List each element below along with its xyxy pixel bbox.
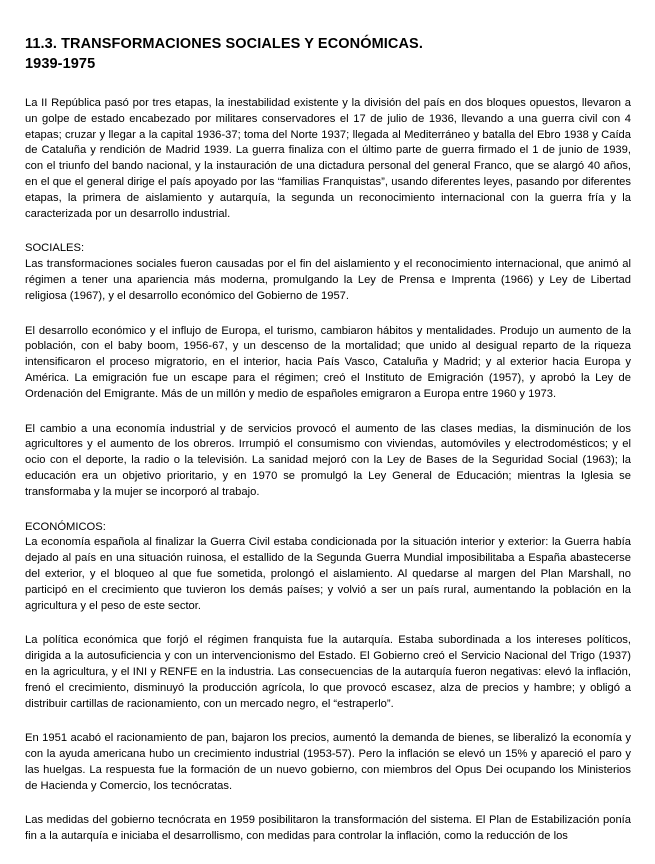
social-section (25, 241, 631, 304)
economic-paragraph-1: La economía española al finalizar la Guerra Civil estaba condicionada por la situación interior y exterior: la Guerra había dejado al país en una situación ruinosa, el estallido de la Segunda Guerra Mundial imposibilitaba a España abastecerse del exterior, y el bloqueo al que fue sometida, prolongó el aislamiento. Al quedarse al margen del Plan Marshall, no participó en el crecimiento que tuvieron los demás países; y volvió a ser un país rural, aumentando la población en la agricultura y el peso de este sector. (25, 536, 631, 612)
economic-heading: ECONÓMICOS: (25, 520, 106, 533)
social-paragraph-2: El desarrollo económico y el influjo de Europa, el turismo, cambiaron hábitos y mentalidades. Produjo un aumento de la población, con el baby boom, 1956-67, y un descenso de la mortalidad; que unido al desigual reparto de la riqueza intensificaron el proceso migratorio, en el interior, hacia País Vasco, Cataluña y Madrid; y al exterior hacia Europa y América. La emigración fue un escape para el régimen; creó el Instituto de Emigración (1957), y aprobó la Ley de Ordenación del Emigrante. Más de un millón y medio de españoles emigraron a Europa entre 1960 y 1973. (25, 324, 631, 400)
social-heading: SOCIALES: (25, 242, 85, 255)
page-title (25, 34, 631, 74)
title-line-1: 11.3. TRANSFORMACIONES SOCIALES Y ECONÓMICAS. (25, 36, 423, 52)
economic-paragraph-2: La política económica que forjó el régimen franquista fue la autarquía. Estaba subordinada a los intereses políticos, dirigida a la autosuficiencia y con un intervencionismo del Estado. El Gobierno creó el Servicio Nacional del Trigo (1937) en la agricultura, y el INI y RENFE en la industria. Las consecuencias de la autarquía fueron negativas: elevó la inflación, frenó el crecimiento, disminuyó la producción agrícola, lo que provocó escasez, alza de precios y hambre; y obligó a distribuir cartillas de racionamiento, con un mercado negro, el “estraperlo”. (25, 634, 631, 710)
economic-paragraph-3: En 1951 acabó el racionamiento de pan, bajaron los precios, aumentó la demanda de bienes, se liberalizó la economía y con la ayuda americana hubo un crecimiento industrial (1953-57). Pero la inflación se elevó un 15% y apareció el paro y las huelgas. La respuesta fue la formación de un nuevo gobierno, con miembros del Opus Dei ocupando los Ministerios de Hacienda y Comercio, los tecnócratas. (25, 732, 631, 792)
title-line-2: 1939-1975 (25, 56, 96, 72)
document-page (25, 34, 631, 864)
intro-paragraph: La II República pasó por tres etapas, la inestabilidad existente y la división del país en dos bloques opuestos, llevaron a un golpe de estado encabezado por militares conservadores el 17 de julio de 1936, llevando a una guerra civil con 4 etapas; cruzar y llegar a la capital 1936-37; toma del Norte 1937; llegada al Mediterráneo y batalla del Ebro 1938 y Caída de Cataluña y rendición de Madrid 1939. La guerra finaliza con el último parte de guerra firmado el 1 de junio de 1939, con el triunfo del bando nacional, y la instauración de una dictadura personal del general Franco, que se alargó 40 años, en el que el general dirige el país apoyado por las “familias Franquistas”, usando diferentes leyes, pasando por diferentes etapas, la primera de aislamiento y autarquía, la segunda un reconocimiento internacional con la guerra fría y la caracterizada por un desarrollo industrial. (25, 97, 631, 220)
social-paragraph-3: El cambio a una economía industrial y de servicios provocó el aumento de las clases medias, la disminución de los agricultores y el aumento de los obreros. Irrumpió el consumismo con viviendas, automóviles y electrodomésticos; y el ocio con el deporte, la radio o la televisión. La sanidad mejoró con la Ley de Bases de la Seguridad Social (1963); la educación era un objetivo prioritario, y en 1970 se promulgó la Ley General de Educación; mientras la Iglesia se transformaba y la mujer se incorporó al trabajo. (25, 422, 631, 498)
social-paragraph-1: Las transformaciones sociales fueron causadas por el fin del aislamiento y el reconocimiento internacional, que animó al régimen a tener una apariencia más moderna, promulgando la Ley de Prensa e Imprenta (1966) y Ley de Libertad religiosa (1967), y el desarrollo económico del Gobierno de 1957. (25, 258, 631, 302)
economic-section (25, 520, 631, 615)
economic-paragraph-4: Las medidas del gobierno tecnócrata en 1959 posibilitaron la transformación del sistema. El Plan de Estabilización ponía fin a la autarquía e iniciaba el desarrollismo, con medidas para controlar la inflación, como la reducción de los (25, 814, 631, 843)
